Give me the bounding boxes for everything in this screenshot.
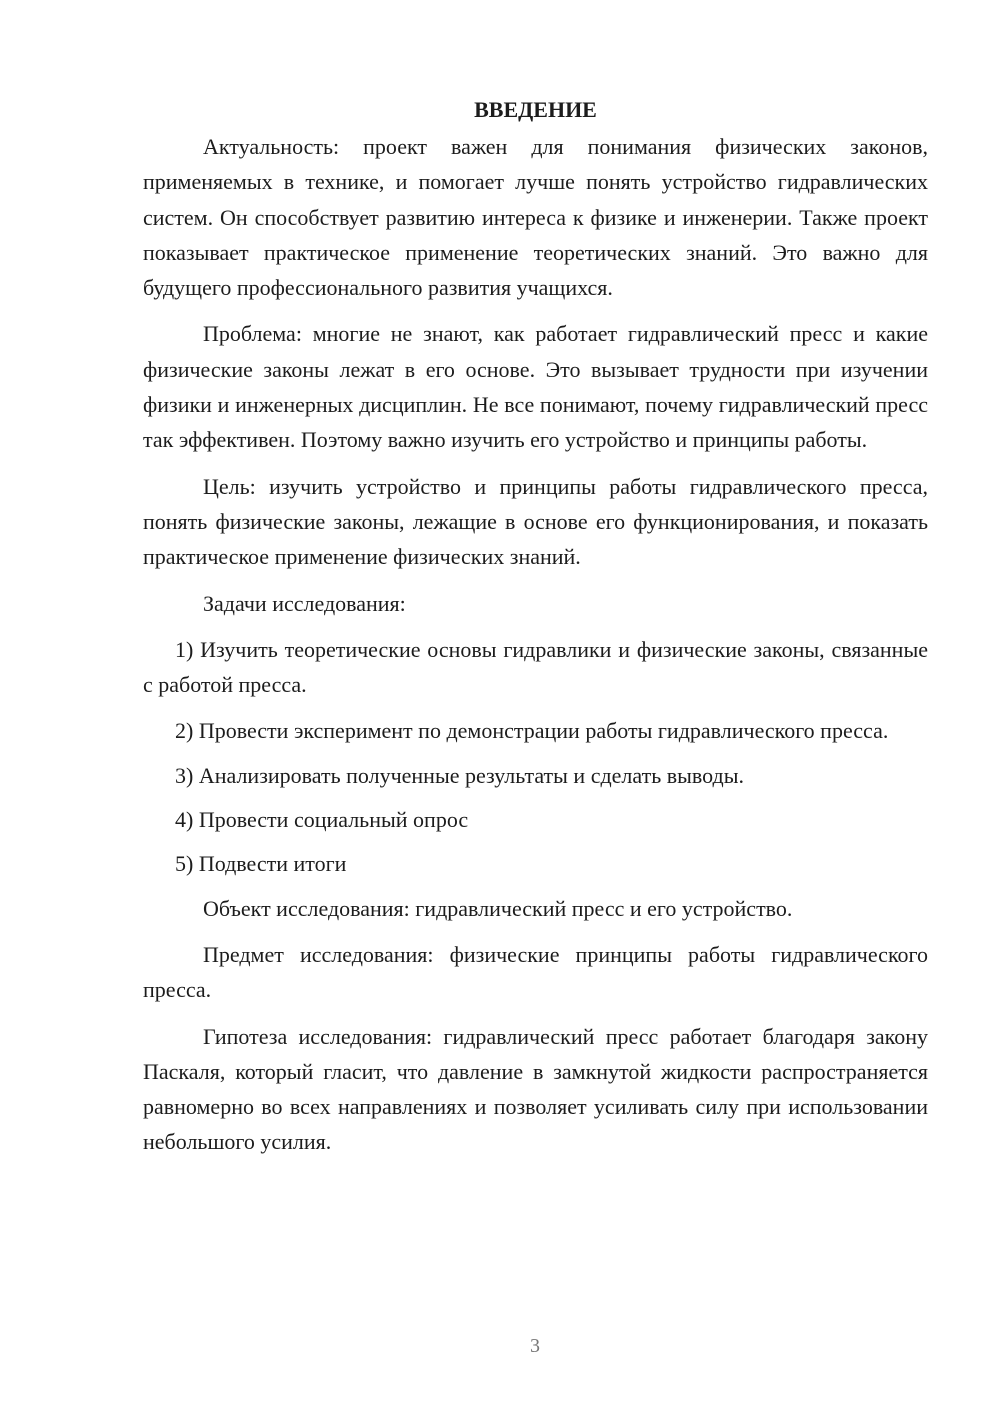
goal-paragraph: Цель: изучить устройство и принципы работы гидравлического пресса, понять физические законы, лежащие в основе его функционирования, и показать практическое применение физических знаний. — [143, 473, 928, 570]
problem-paragraph: Проблема: многие не знают, как работает гидравлический пресс и какие физические законы лежат в его основе. Это вызывает трудности при изучении физики и инженерных дисциплин. Не все понимают, почему гидравлический пресс так эффективен. Поэтому важно изучить его устройство и принципы работы. — [143, 321, 928, 453]
page-number: 3 — [530, 1335, 540, 1357]
tasks-heading: Задачи исследования: — [203, 590, 406, 616]
page-content — [143, 94, 928, 1160]
page-title: ВВЕДЕНИЕ — [474, 97, 597, 122]
task-item-5: 5) Подвести итоги — [175, 851, 347, 877]
task-item-1: 1) Изучить теоретические основы гидравлики и физические законы, связанные с работой пресса. — [143, 636, 928, 698]
subject-paragraph: Предмет исследования: физические принципы работы гидравлического пресса. — [143, 941, 928, 1003]
object-paragraph: Объект исследования: гидравлический пресс и его устройство. — [203, 895, 793, 921]
task-item-4: 4) Провести социальный опрос — [175, 807, 469, 833]
task-item-2: 2) Провести эксперимент по демонстрации работы гидравлического пресса. — [175, 718, 889, 744]
relevance-paragraph: Актуальность: проект важен для понимания физических законов, применяемых в технике, и помогает лучше понять устройство гидравлических систем. Он способствует развитию интереса к физике и инженерии. Также проект показывает практическое применение теоретических знаний. Это важно для будущего профессионального развития учащихся. — [143, 134, 928, 301]
task-item-3: 3) Анализировать полученные результаты и сделать выводы. — [175, 762, 744, 788]
hypothesis-paragraph: Гипотеза исследования: гидравлический пресс работает благодаря закону Паскаля, который гласит, что давление в замкнутой жидкости распространяется равномерно во всех направлениях и позволяет усиливать силу при использовании небольшого усилия. — [143, 1023, 928, 1155]
